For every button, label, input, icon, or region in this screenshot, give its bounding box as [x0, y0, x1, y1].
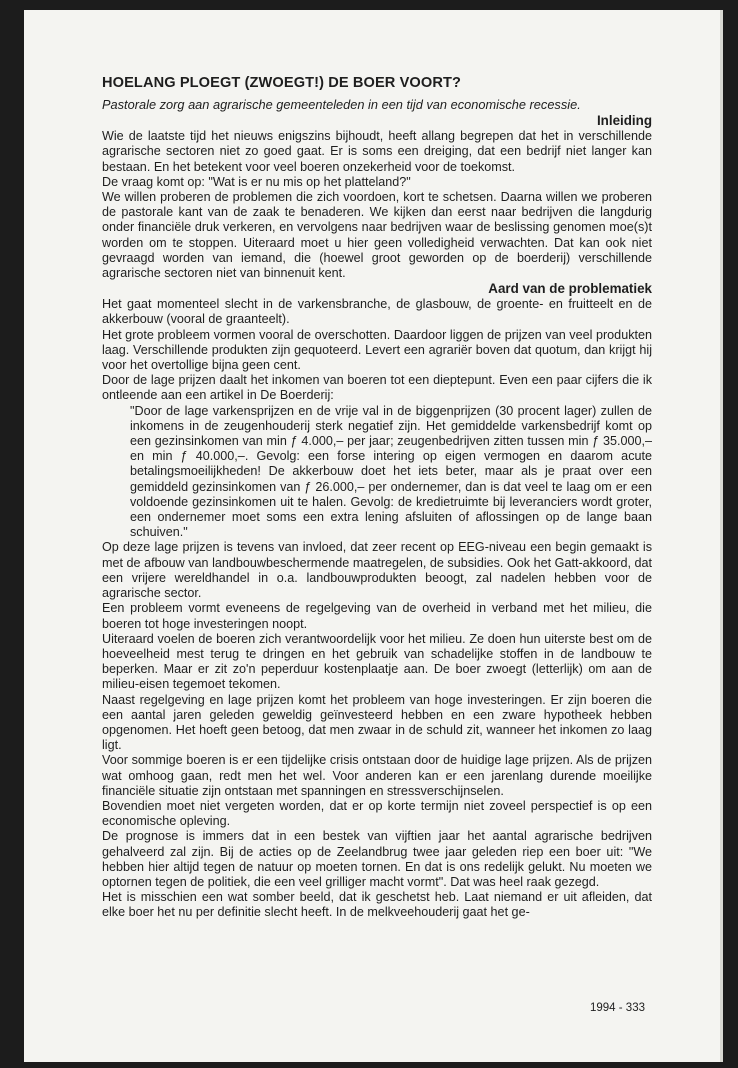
- paragraph: Door de lage prijzen daalt het inkomen van boeren tot een dieptepunt. Even een paar cijfers die ik ontleende aan een artikel in De Boerderij:: [102, 373, 652, 403]
- paragraph: Uiteraard voelen de boeren zich verantwoordelijk voor het milieu. Ze doen hun uiterste best om de hoeveelheid mest terug te dringen en het gebruik van schadelijke stoffen in de landbouw te beperken. Maar er zit zo'n peperduur kostenplaatje aan. De boer zwoegt (letterlijk) om aan de milieu-eisen tegemoet tekomen.: [102, 631, 652, 692]
- page-number: 1994 - 333: [590, 1002, 645, 1014]
- paragraph: Het gaat momenteel slecht in de varkensbranche, de glasbouw, de groente- en fruitteelt en de akkerbouw (vooral de graanteelt).: [102, 297, 652, 327]
- paragraph: Naast regelgeving en lage prijzen komt het probleem van hoge investeringen. Er zijn boeren die een aantal jaren geleden geweldig geïnvesteerd hebben en een zware hypotheek hebben opgenomen. Het hoeft geen betoog, dat men zwaar in de schuld zit, wanneer het inkomen zo laag ligt.: [102, 692, 652, 753]
- paragraph: Voor sommige boeren is er een tijdelijke crisis ontstaan door de huidige lage prijzen. Als de prijzen wat omhoog gaan, redt men het wel. Voor anderen kan er een jarenlang durende moeilijke financiële situatie zijn ontstaan met spanningen en stressverschijnselen.: [102, 753, 652, 798]
- article-body: [102, 76, 652, 921]
- section-heading-aard: Aard van de problematiek: [488, 281, 652, 297]
- paragraph: Het is misschien een wat somber beeld, dat ik geschetst heb. Laat niemand er uit afleiden, dat elke boer het nu per definitie slecht heeft. In de melkveehouderij gaat het ge-: [102, 890, 652, 920]
- paragraph: We willen proberen de problemen die zich voordoen, kort te schetsen. Daarna willen we proberen de pastorale kant van de zaak te benaderen. We kijken dan eerst naar bedrijven die langdurig onder financiële druk verkeren, en vervolgens naar bedrijven waar de beslissing genomen moe(s)t worden om te stoppen. Uiteraard moet u hier geen volledigheid verwachten. Dat kan ook niet gevraagd worden van iemand, die (hoewel groot geworden op de boerderij) verschillende agrarische sectoren niet van binnenuit kent.: [102, 190, 652, 281]
- paragraph: Wie de laatste tijd het nieuws enigszins bijhoudt, heeft allang begrepen dat het in verschillende agrarische sectoren niet zo goed gaat. Er is soms een dreiging, dat een bedrijf niet langer kan bestaan. En het betekent voor veel boeren onzekerheid voor de toekomst.: [102, 129, 652, 174]
- paragraph: De vraag komt op: "Wat is er nu mis op het platteland?": [102, 174, 411, 189]
- paragraph: Bovendien moet niet vergeten worden, dat er op korte termijn niet zoveel perspectief is op een economische opleving.: [102, 798, 652, 829]
- section-heading-inleiding: Inleiding: [596, 113, 652, 129]
- paragraph: Op deze lage prijzen is tevens van invloed, dat zeer recent op EEG-niveau een begin gemaakt is met de afbouw van landbouwbeschermende maatregelen, de subsidies. Ook het Gatt-akkoord, dat een vrijere wereldhandel in o.a. landbouwprodukten beoogt, zal nadelen hebben voor de agrarische sector.: [102, 540, 652, 601]
- article-subtitle: Pastorale zorg aan agrarische gemeenteleden in een tijd van economische recessie.: [102, 97, 581, 113]
- document-page: [24, 10, 723, 1062]
- article-title: HOELANG PLOEGT (ZWOEGT!) DE BOER VOORT?: [102, 75, 462, 91]
- paragraph: Een probleem vormt eveneens de regelgeving van de overheid in verband met het milieu, die boeren tot hoge investeringen noopt.: [102, 601, 652, 631]
- block-quote: "Door de lage varkensprijzen en de vrije val in de biggenprijzen (30 procent lager) zullen de inkomens in de zeugenhouderij sterk negatief zijn. Het gemiddelde varkensbedrijf komt op een gezinsinkomen van min ƒ 4.000,– per jaar; zeugenbedrijven zitten tussen min ƒ 35.000,– en min ƒ 40.000,–. Gevolg: een forse intering op eigen vermogen en daarom acute betalingsmoeilijkheden! De akkerbouw doet het iets beter, maar als je praat over een gemiddeld gezinsinkomen van ƒ 26.000,– per ondernemer, dan is dat veel te laag om er een voldoende gezinsinkomen uit te halen. Gevolg: de kredietruimte bij leveranciers wordt groter, een ondernemer moet soms een extra lening afsluiten of aflossingen op de lange baan schuiven.": [130, 403, 652, 540]
- paragraph: De prognose is immers dat in een bestek van vijftien jaar het aantal agrarische bedrijven gehalveerd zal zijn. Bij de acties op de Zeelandbrug twee jaar geleden riep een boer uit: "We hebben hier altijd tegen de natuur op moeten tornen. En dat is ons redelijk gelukt. Nu moeten we optornen tegen de politiek, die een veel grilliger macht vormt". Dat was heel raak gezegd.: [102, 829, 652, 889]
- paragraph: Het grote probleem vormen vooral de overschotten. Daardoor liggen de prijzen van veel produkten laag. Verschillende produkten zijn gequoteerd. Levert een agrariër boven dat quotum, dan krijgt hij voor het overtollige bijna geen cent.: [102, 327, 652, 373]
